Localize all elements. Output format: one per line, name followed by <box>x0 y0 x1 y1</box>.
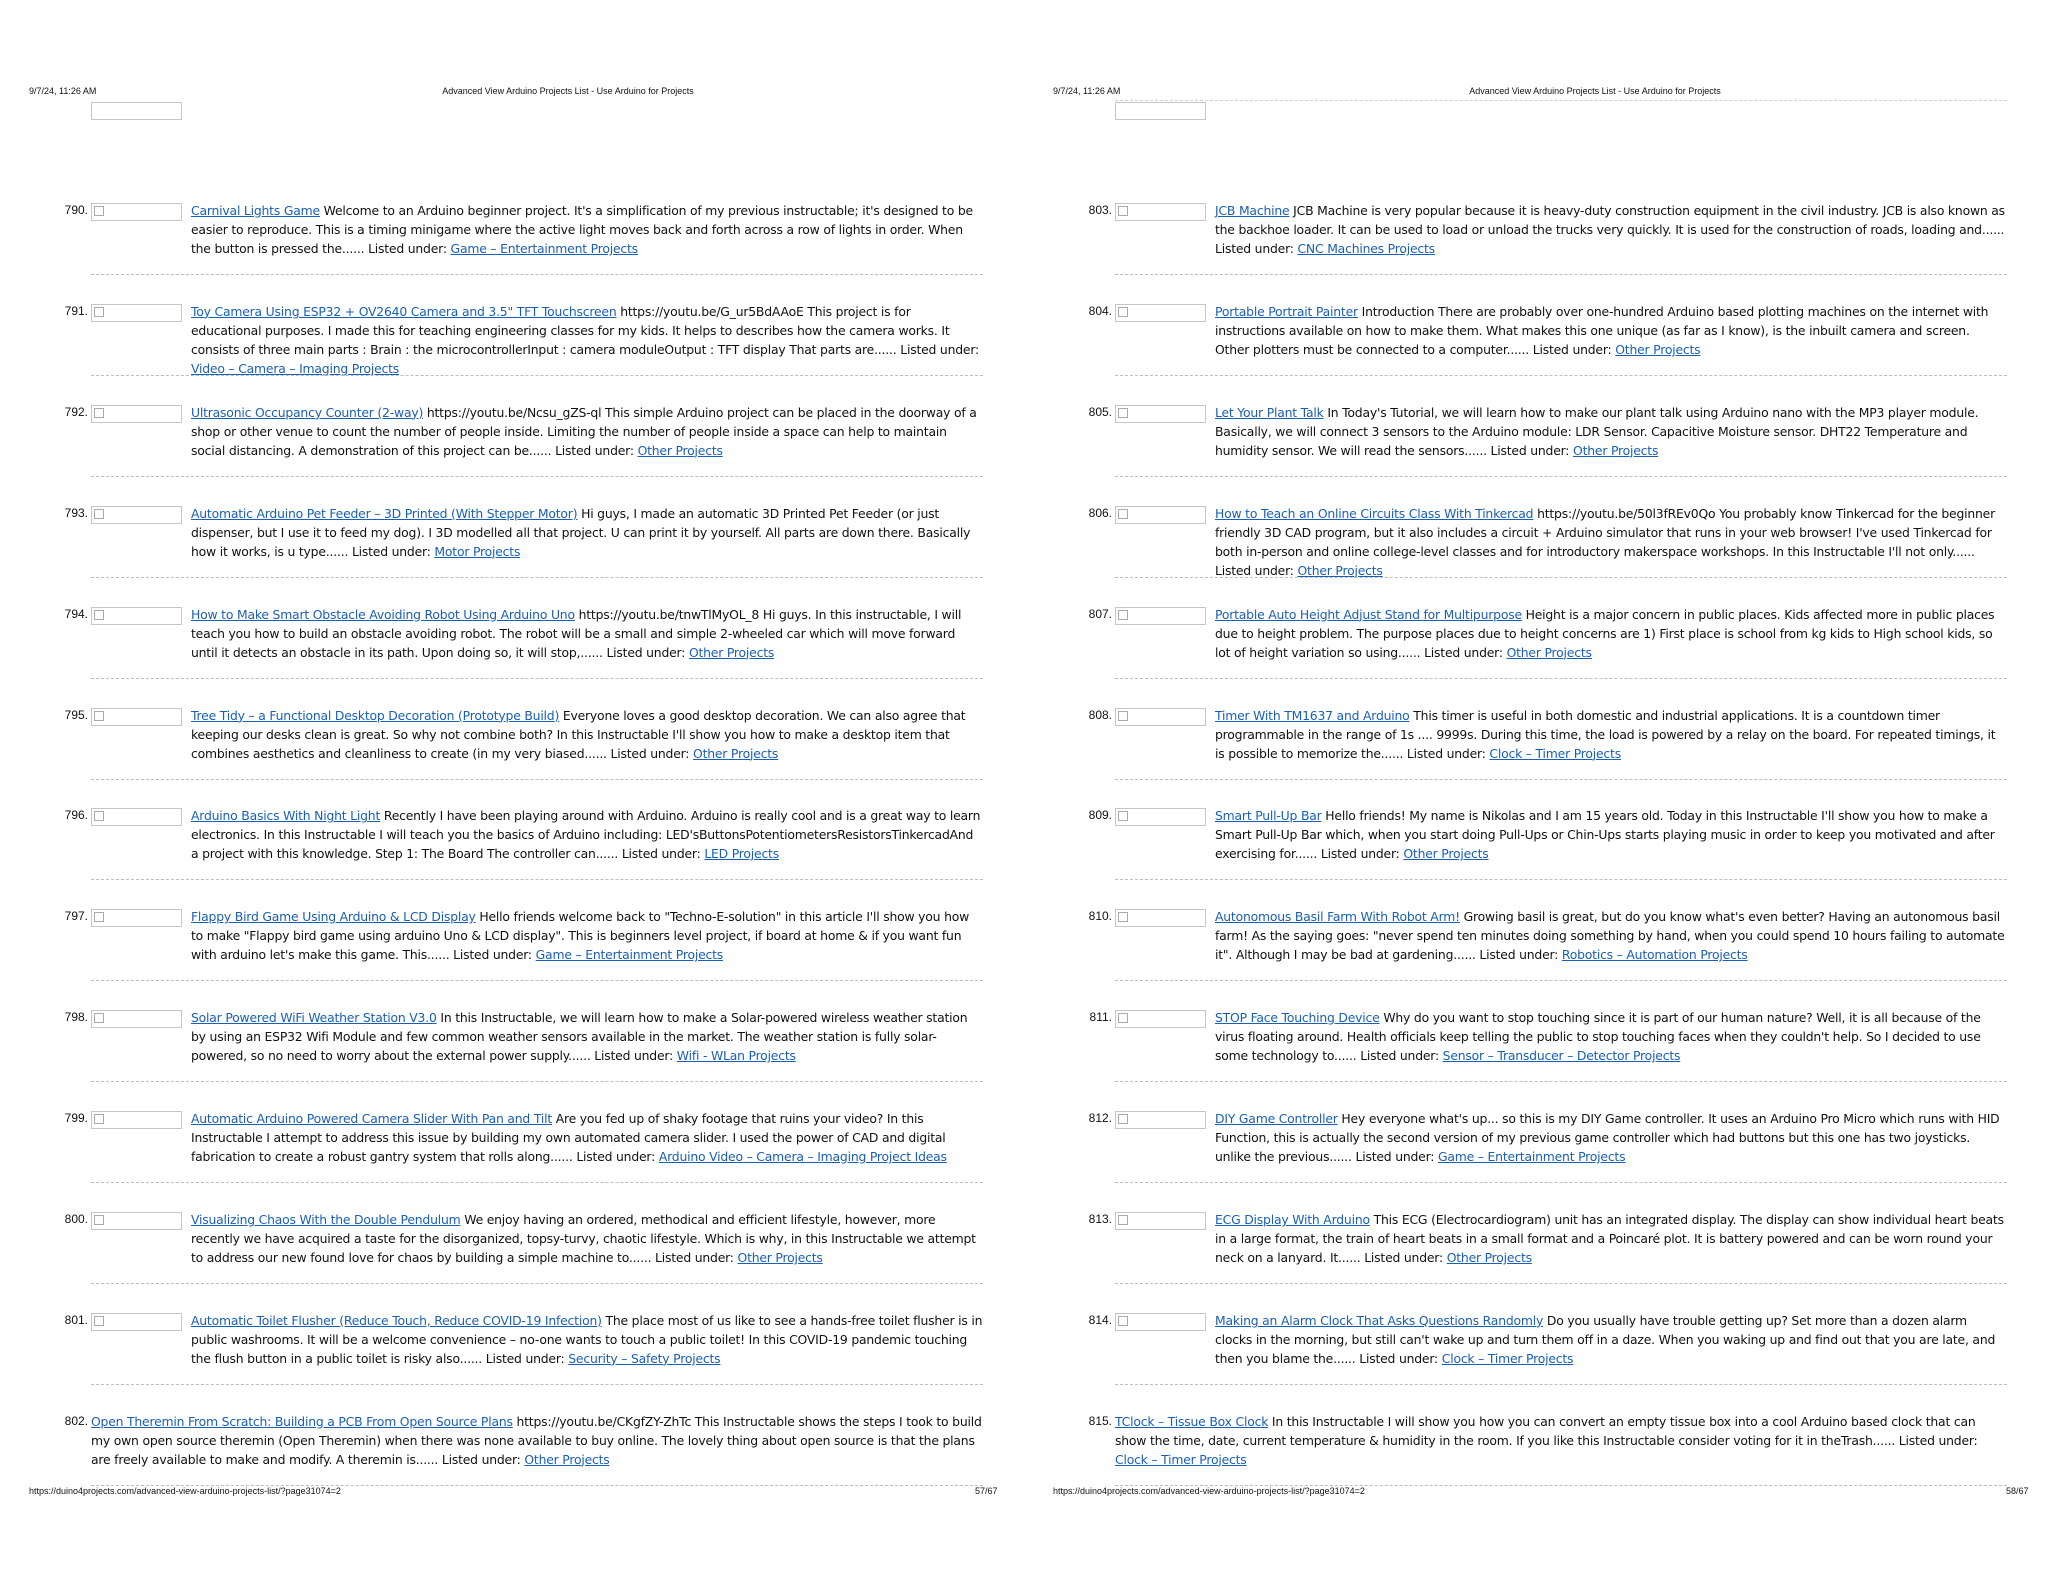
divider <box>91 274 983 275</box>
category-link[interactable]: Game – Entertainment Projects <box>1437 1149 1626 1165</box>
category-link[interactable]: Other Projects <box>524 1451 610 1467</box>
list-item <box>1082 1008 2007 1078</box>
item-text <box>191 605 983 662</box>
divider <box>1115 1283 2007 1284</box>
broken-image-icon <box>1115 1010 1206 1028</box>
list-item <box>1082 1109 2007 1179</box>
item-number: 805. <box>1088 404 1112 419</box>
broken-image-icon <box>1115 1212 1206 1230</box>
item-text <box>191 1210 983 1267</box>
item-number: 813. <box>1088 1212 1112 1226</box>
project-description: https://youtu.be/tnwTlMyOL_8 Hi guys. In this instructable, I will teach you how to build an obstacle avoiding robot. The robot will be a small and simple 2-wheeled car which will move forward until it detects an obstacle in its path. Upon doing so, it will stop,...... Listed under: <box>191 606 962 660</box>
list-item <box>1082 706 2007 776</box>
project-description: Are you fed up of shaky footage that ruins your video? In this Instructable I attempt to address this issue by building my own automated camera slider. I used the power of CAD and digital fabrication to create a robust gantry system that rolls along...... Listed under: <box>191 1111 946 1165</box>
project-description: JCB Machine is very popular because it is heavy-duty construction equipment in the civil industry. JCB is also known as the backhoe loader. It can be used to load or unload the trucks very quickly. It is used for the construction of roads, loading and...... Listed under: <box>1215 203 2005 256</box>
project-description: Welcome to an Arduino beginner project. It's a simplification of my previous instructable; it's designed to be easier to reproduce. This is a timing minigame where the active light moves back and forth across a row of lights in order. When the button is pressed the...... Listed under: <box>191 203 973 256</box>
category-link[interactable]: Video – Camera – Imaging Projects <box>191 360 400 376</box>
category-link[interactable]: Security – Safety Projects <box>568 1350 721 1366</box>
item-number: 809. <box>1088 808 1112 823</box>
broken-image-icon <box>1115 1111 1206 1129</box>
category-link[interactable]: Other Projects <box>1615 341 1701 357</box>
item-number: 790. <box>64 203 88 217</box>
item-text <box>1215 907 2007 964</box>
divider <box>1115 577 2007 578</box>
divider <box>91 577 983 578</box>
item-number: 799. <box>64 1111 88 1126</box>
item-number: 812. <box>1088 1111 1112 1126</box>
item-number: 803. <box>1088 203 1112 217</box>
broken-image-icon <box>1115 506 1206 524</box>
category-link[interactable]: Arduino Video – Camera – Imaging Project Ideas <box>658 1149 947 1165</box>
item-text <box>1215 302 2007 359</box>
category-link[interactable]: Other Projects <box>688 644 775 660</box>
project-description: https://youtu.be/G_ur5BdAAoE This project is for educational purposes. I made this for teaching engineering classes for my kids. It helps to describes how the camera works. It consists of three main parts : Brain : the microcontrollerInput : camera moduleOutput : TFT display That parts are...... Listed under: <box>191 303 979 357</box>
broken-image-icon <box>91 506 182 524</box>
divider <box>1115 980 2007 981</box>
item-number: 798. <box>64 1010 88 1025</box>
project-title-link[interactable]: Making an Alarm Clock That Asks Questions Randomly <box>1215 1312 1544 1328</box>
broken-image-icon <box>1115 808 1206 826</box>
item-number: 808. <box>1088 707 1112 722</box>
item-text <box>191 504 983 561</box>
project-title-link[interactable]: Solar Powered WiFi Weather Station V3.0 <box>191 1010 437 1026</box>
item-number: 791. <box>64 303 88 318</box>
project-title-link[interactable]: How to Make Smart Obstacle Avoiding Robot Using Arduino Uno <box>191 606 575 622</box>
project-title-link[interactable]: Let Your Plant Talk <box>1215 404 1324 420</box>
broken-image-icon <box>91 1111 182 1129</box>
list-item <box>58 706 983 776</box>
project-description: Hey everyone what's up... so this is my DIY Game controller. It uses an Arduino Pro Micro which runs with HID Function, this is actually the second version of my previous game controller which had buttons but this one has two joysticks. unlike the previous...... Listed under: <box>1215 1111 2000 1165</box>
divider <box>91 1384 983 1385</box>
project-description: In Today's Tutorial, we will learn how to make our plant talk using Arduino nano with the MP3 player module. Basically, we will connect 3 sensors to the Arduino module: LDR Sensor. Capacitive Moisture sensor. DHT22 Temperature and humidity sensor. We will read the sensors...... Listed under: <box>1215 404 1979 458</box>
item-number: 801. <box>64 1312 88 1327</box>
category-link[interactable]: Motor Projects <box>434 543 521 559</box>
project-description: In this Instructable I will show you how you can convert an empty tissue box into a cool Arduino based clock that can show the time, date, current temperature & humidity in the room. If you like this Instructable consider voting for it in theTrash...... Listed under: <box>1115 1413 1978 1448</box>
broken-image-icon <box>91 203 182 221</box>
header-date: 9/7/24, 11:26 AM <box>29 86 97 96</box>
project-title-link[interactable]: Automatic Arduino Pet Feeder – 3D Printed (With Stepper Motor) <box>191 505 578 521</box>
item-text <box>191 806 983 863</box>
broken-image-icon <box>1115 102 1206 120</box>
category-link[interactable]: LED Projects <box>704 846 779 862</box>
project-title-link[interactable]: Automatic Toilet Flusher (Reduce Touch, Reduce COVID-19 Infection) <box>191 1312 602 1328</box>
list-item <box>58 605 983 675</box>
project-description: This ECG (Electrocardiogram) unit has an integrated display. The display can show individual heart beats in a large format, the train of heart beats in a small format and a Poincaré plot. It is battery powered and can be worn round your neck on a lanyard. It...... Listed under: <box>1215 1212 2004 1265</box>
category-link[interactable]: Wifi - WLan Projects <box>676 1048 796 1064</box>
project-title-link[interactable]: Carnival Lights Game <box>191 203 320 218</box>
project-title-link[interactable]: How to Teach an Online Circuits Class With Tinkercad <box>1215 505 1534 521</box>
list-item <box>1082 201 2007 271</box>
project-title-link[interactable]: Portable Auto Height Adjust Stand for Multipurpose <box>1215 606 1522 622</box>
list-item <box>1082 504 2007 578</box>
project-title-link[interactable]: TClock – Tissue Box Clock <box>1115 1413 1269 1429</box>
divider <box>91 375 983 376</box>
category-link[interactable]: Other Projects <box>1446 1250 1532 1265</box>
list-item <box>1082 403 2007 473</box>
project-title-link[interactable]: Timer With TM1637 and Arduino <box>1215 707 1410 723</box>
project-description: Everyone loves a good desktop decoration. We can also agree that keeping our desks clean is great. So why not combine both? In this Instructable I'll show you how to make a desktop item that combines aesthetics and cleanliness to create (in my very biased...... Listed under: <box>191 707 966 761</box>
project-title-link[interactable]: ECG Display With Arduino <box>1215 1212 1370 1227</box>
broken-image-icon <box>91 102 182 120</box>
broken-image-icon <box>91 909 182 927</box>
header-title: Advanced View Arduino Projects List - Use Arduino for Projects <box>1469 86 1721 96</box>
project-description: Recently I have been playing around with Arduino. Arduino is really cool and is a great way to learn electronics. In this Instructable I will teach you the basics of Arduino including: LED'sButtonsPotentiometersResistorsTinkercadAnd a project with this knowledge. Step 1: The Board The controller can...... Listed under: <box>191 808 981 862</box>
broken-image-icon <box>1115 203 1206 221</box>
project-description: Do you usually have trouble getting up? Set more than a dozen alarm clocks in the morning, but still can't wake up and turn them off in a daze. When you waking up and find out that you are late, and then you blame the...... Listed under: <box>1215 1312 1996 1366</box>
project-description: Growing basil is great, but do you know what's even better? Having an autonomous basil farm! As the saying goes: "never spend ten minutes doing something by hand, when you could spend 10 hours failing to automate it". Although I may be bad at gardening...... Listed under: <box>1215 909 2005 963</box>
project-description: In this Instructable, we will learn how to make a Solar-powered wireless weather station by using an ESP32 Wifi Module and few common weather sensors available in the market. The weather station is fully solar-powered, so no need to worry about the external power supply...... Listed under: <box>191 1010 968 1064</box>
item-number: 804. <box>1088 303 1112 318</box>
category-link[interactable]: Game – Entertainment Projects <box>450 241 638 256</box>
category-link[interactable]: CNC Machines Projects <box>1297 241 1435 256</box>
footer-page-number: 58/67 <box>2006 1486 2029 1496</box>
project-title-link[interactable]: Portable Portrait Painter <box>1215 303 1358 319</box>
item-text <box>191 907 983 964</box>
divider <box>91 1283 983 1284</box>
list-item <box>1082 907 2007 977</box>
broken-image-icon <box>1115 405 1206 423</box>
project-title-link[interactable]: Automatic Arduino Powered Camera Slider With Pan and Tilt <box>191 1111 552 1127</box>
item-number: 794. <box>64 606 88 621</box>
broken-image-icon <box>91 607 182 625</box>
list-item <box>58 806 983 876</box>
item-text <box>1215 605 2007 662</box>
list-item <box>1082 1210 2007 1280</box>
category-link[interactable]: Other Projects <box>1297 562 1383 578</box>
category-link[interactable]: Clock – Timer Projects <box>1489 745 1621 761</box>
project-description: Hi guys, I made an automatic 3D Printed Pet Feeder (or just dispenser, but I use it to feed my dog). I 3D modelled all that project. U can print it by yourself. All parts are down there. Basically how it works, is u type...... Listed under: <box>191 505 971 559</box>
divider <box>1115 476 2007 477</box>
project-description: Hello friends welcome back to "Techno-E-solution" in this article I'll show you how to make "Flappy bird game using arduino Uno & LCD display". This is beginners level project, if board at home & if you want fun with arduino let's make this game. This...... Listed under: <box>191 909 970 963</box>
category-link[interactable]: Other Projects <box>693 745 779 761</box>
project-description: https://youtu.be/Ncsu_gZS-ql This simple Arduino project can be placed in the doorway of a shop or other venue to count the number of people inside. Limiting the number of people inside a space can help to maintain social distancing. A demonstration of this project can be...... Listed under: <box>191 404 977 458</box>
item-text <box>1215 201 2007 258</box>
project-description: Hello friends! My name is Nikolas and I am 15 years old. Today in this Instructable I'll show you how to make a Smart Pull-Up Bar which, when you start doing Pull-Ups or Chin-Ups starts playing music in order to keep you motivated and after exercising for...... Listed under: <box>1215 808 1995 862</box>
divider <box>91 980 983 981</box>
item-number: 811. <box>1089 1010 1112 1025</box>
list-item <box>58 403 983 473</box>
category-link[interactable]: Other Projects <box>737 1250 823 1265</box>
divider <box>1115 1182 2007 1183</box>
project-title-link[interactable]: Visualizing Chaos With the Double Pendulum <box>191 1212 461 1227</box>
item-text <box>1215 403 2007 460</box>
broken-image-icon <box>91 1212 182 1230</box>
divider <box>1115 1384 2007 1385</box>
item-number: 792. <box>64 404 88 419</box>
item-text <box>1215 504 2007 580</box>
item-number: 795. <box>64 707 88 722</box>
footer-url: https://duino4projects.com/advanced-view-arduino-projects-list/?page31074=2 <box>29 1486 341 1496</box>
project-title-link[interactable]: Flappy Bird Game Using Arduino & LCD Display <box>191 909 476 925</box>
project-description: Introduction There are probably over one-hundred Arduino based plotting machines on the internet with instructions available on how to make them. What makes this one unique (as far as I know), is the inbuilt camera and screen. Other plotters must be connected to a computer...... Listed under: <box>1215 303 1989 357</box>
project-description: https://youtu.be/CKgfZY-ZhTc This Instructable shows the steps I took to build my own open source theremin (Open Theremin) when there was none available to buy online. The lovely thing about open source is that the plans are freely available to make and modify. A theremin is...... Listed under: <box>91 1413 982 1467</box>
item-text <box>1215 1311 2007 1368</box>
broken-image-icon <box>1115 607 1206 625</box>
item-text <box>191 1109 983 1166</box>
item-text <box>191 1311 983 1368</box>
category-link[interactable]: Sensor – Transducer – Detector Projects <box>1442 1048 1681 1064</box>
broken-image-icon <box>91 1313 182 1331</box>
item-number: 797. <box>64 909 88 924</box>
divider <box>91 476 983 477</box>
header-title: Advanced View Arduino Projects List - Use Arduino for Projects <box>442 86 694 96</box>
item-text <box>1215 806 2007 863</box>
broken-image-icon <box>91 1010 182 1028</box>
list-item <box>1082 302 2007 372</box>
list-item <box>58 1008 983 1078</box>
item-number: 793. <box>64 505 88 520</box>
item-text <box>191 403 983 460</box>
category-link[interactable]: Other Projects <box>1573 442 1659 458</box>
project-title-link[interactable]: Ultrasonic Occupancy Counter (2-way) <box>191 404 424 420</box>
project-description: This timer is useful in both domestic and industrial applications. It is a countdown timer programmable in the range of 1s .... 9999s. During this time, the load is powered by a relay on the board. For repeated timings, it is possible to memorize the...... Listed under: <box>1215 707 1996 761</box>
divider <box>1115 879 2007 880</box>
list-item <box>58 302 983 376</box>
item-text <box>191 302 983 378</box>
broken-image-icon <box>1115 304 1206 322</box>
divider <box>1115 779 2007 780</box>
item-number: 800. <box>64 1212 88 1226</box>
project-title-link[interactable]: Open Theremin From Scratch: Building a PCB From Open Source Plans <box>91 1413 513 1429</box>
project-title-link[interactable]: JCB Machine <box>1215 203 1290 218</box>
project-title-link[interactable]: Toy Camera Using ESP32 + OV2640 Camera and 3.5" TFT Touchscreen <box>191 303 617 319</box>
project-description: Why do you want to stop touching since it is part of our human nature? Well, it is all because of the virus floating around. Health officials keep telling the public to stop touching faces when they couldn't help. So I decided to use some technology to...... Listed under: <box>1215 1010 1981 1064</box>
divider <box>91 879 983 880</box>
category-link[interactable]: Other Projects <box>1403 846 1489 862</box>
list-item <box>58 907 983 977</box>
item-text <box>1215 1109 2007 1166</box>
item-text <box>1115 1412 2007 1469</box>
divider <box>1115 1081 2007 1082</box>
project-description: https://youtu.be/50l3fREv0Qo You probably know Tinkercad for the beginner friendly 3D CAD program, but it also includes a circuit + Arduino simulator that runs in your web browser! I've used Tinkercad for both in-person and online college-level classes and for introductory makerspace workshops. In this Instructable I'll not only...... Listed under: <box>1215 505 1995 578</box>
list-item <box>58 201 983 271</box>
project-title-link[interactable]: Tree Tidy – a Functional Desktop Decoration (Prototype Build) <box>191 707 560 723</box>
category-link[interactable]: Clock – Timer Projects <box>1115 1451 1247 1467</box>
list-item <box>58 1210 983 1280</box>
broken-image-icon <box>91 708 182 726</box>
item-number: 807. <box>1088 606 1112 621</box>
list-item <box>1082 806 2007 876</box>
item-number: 815. <box>1088 1413 1112 1428</box>
category-link[interactable]: Clock – Timer Projects <box>1441 1350 1574 1366</box>
header-date: 9/7/24, 11:26 AM <box>1053 86 1121 96</box>
project-description: Height is a major concern in public places. Kids affected more in public places due to height problem. The purpose places due to height concerns are 1) First place is school from kg kids to High school kids, so lot of height variation so using...... Listed under: <box>1215 606 1995 660</box>
list-item <box>1082 1412 2007 1482</box>
list-item <box>1082 1311 2007 1381</box>
divider <box>1115 678 2007 679</box>
broken-image-icon <box>1115 909 1206 927</box>
broken-image-icon <box>1115 1313 1206 1331</box>
item-text <box>1215 1210 2007 1267</box>
item-text <box>191 201 983 258</box>
list-item <box>58 1412 983 1482</box>
divider <box>91 779 983 780</box>
right-page <box>1024 0 2048 1582</box>
project-title-link[interactable]: Smart Pull-Up Bar <box>1215 808 1322 824</box>
category-link[interactable]: Other Projects <box>637 442 723 458</box>
item-text <box>191 1008 983 1065</box>
footer-url: https://duino4projects.com/advanced-view-arduino-projects-list/?page31074=2 <box>1053 1486 1365 1496</box>
project-description: We enjoy having an ordered, methodical and efficient lifestyle, however, more recently we have acquired a taste for the disorganized, topsy-turvy, chaotic lifestyle. Which is why, in this Instructable we attempt to address our new found love for chaos by building a simple machine to...... Listed under: <box>191 1212 976 1265</box>
project-title-link[interactable]: DIY Game Controller <box>1215 1111 1338 1127</box>
divider <box>91 1081 983 1082</box>
item-text <box>191 706 983 763</box>
project-title-link[interactable]: Arduino Basics With Night Light <box>191 808 381 824</box>
divider <box>1115 375 2007 376</box>
item-text <box>1215 1008 2007 1065</box>
category-link[interactable]: Game – Entertainment Projects <box>535 947 724 963</box>
list-item <box>58 504 983 574</box>
divider <box>1115 100 2007 101</box>
broken-image-icon <box>91 405 182 423</box>
divider <box>91 1182 983 1183</box>
item-number: 810. <box>1088 909 1112 924</box>
item-number: 802. <box>64 1413 88 1428</box>
item-number: 806. <box>1088 505 1112 520</box>
item-number: 796. <box>64 808 88 823</box>
divider <box>1115 274 2007 275</box>
list-item <box>58 1109 983 1179</box>
list-item <box>1082 605 2007 675</box>
broken-image-icon <box>91 304 182 322</box>
project-title-link[interactable]: STOP Face Touching Device <box>1215 1010 1380 1026</box>
item-text <box>1215 706 2007 763</box>
item-number: 814. <box>1088 1312 1112 1327</box>
broken-image-icon <box>91 808 182 826</box>
footer-page-number: 57/67 <box>975 1486 998 1496</box>
category-link[interactable]: Other Projects <box>1506 644 1592 660</box>
project-title-link[interactable]: Autonomous Basil Farm With Robot Arm! <box>1215 909 1460 925</box>
item-text <box>91 1412 983 1469</box>
list-item <box>58 1311 983 1381</box>
category-link[interactable]: Robotics – Automation Projects <box>1561 947 1748 963</box>
broken-image-icon <box>1115 708 1206 726</box>
divider <box>91 678 983 679</box>
project-description: The place most of us like to see a hands-free toilet flusher is in public washrooms. It will be a welcome convenience – no-one wants to touch a public toilet! In this COVID-19 pandemic touching the flush button in a public toilet is risky also...... Listed under: <box>191 1312 983 1366</box>
